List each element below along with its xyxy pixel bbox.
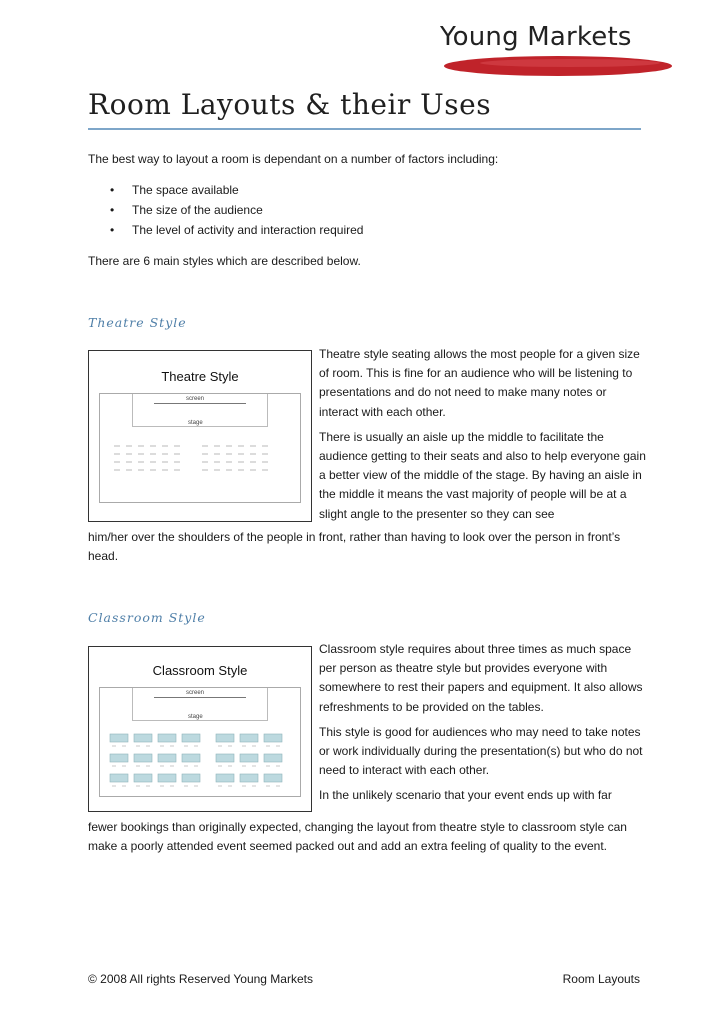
list-item: • The space available: [110, 180, 363, 200]
classroom-stage-label: stage: [188, 714, 203, 720]
theatre-figure: [88, 350, 312, 522]
classroom-screen-line: [154, 697, 246, 698]
intro-text: The best way to layout a room is dependant on a number of factors including:: [88, 152, 499, 166]
summary-text: There are 6 main styles which are described below.: [88, 254, 361, 268]
classroom-figure: [88, 646, 312, 812]
classroom-para-1: Classroom style requires about three times as much space per person as theatre style but provides everyone with somewhere to rest their papers and equipment. It also allows refreshments to be provided on the tables.: [319, 642, 643, 714]
theatre-stage-label: stage: [188, 420, 203, 426]
theatre-heading: Theatre Style: [88, 315, 187, 330]
theatre-para-1: Theatre style seating allows the most people for a given size of room. This is fine for an audience who will be listening to presentations and do not need to make many notes or interact with each other.: [319, 347, 640, 419]
theatre-seats: [100, 440, 300, 490]
footer-doc-title: Room Layouts: [562, 972, 640, 986]
classroom-tables: [100, 732, 300, 792]
theatre-para-2b: him/her over the shoulders of the people in front, rather than having to look over the person in front’s head.: [88, 530, 621, 564]
theatre-figure-title: Theatre Style: [161, 369, 239, 384]
classroom-para-3a: In the unlikely scenario that your event ends up with far: [319, 788, 612, 803]
bullet-icon: •: [110, 223, 115, 237]
logo-text: Young Markets: [440, 22, 632, 52]
logo-swoosh-icon: [440, 54, 672, 78]
classroom-para-2: This style is good for audiences who may need to take notes or work individually during the presentation(s) but who do not need to interact with each other.: [319, 724, 643, 778]
classroom-para-3b: fewer bookings than originally expected, changing the layout from theatre style to classroom style can make a poorly attended event seemed packed out and add an extra feeling of quality to the event.: [88, 820, 627, 854]
theatre-para-2a: There is usually an aisle up the middle to facilitate the audience getting to their seats and also to help everyone gain a better view of the middle of the stage. By having an aisle in the middle it means the vast majority of people will be at a slight angle to the presenter so they can see: [319, 429, 646, 521]
page-title: Room Layouts & their Uses: [88, 88, 492, 121]
theatre-room-outline: [99, 393, 301, 503]
classroom-figure-title: Classroom Style: [152, 663, 248, 678]
list-item: • The level of activity and interaction required: [110, 220, 363, 240]
theatre-screen-label: screen: [186, 396, 205, 402]
title-rule: [88, 128, 641, 130]
bullet-icon: •: [110, 203, 115, 217]
classroom-column-text: [319, 640, 649, 812]
classroom-room-outline: [99, 687, 301, 797]
seat-rows-left: [114, 446, 180, 470]
list-item: • The size of the audience: [110, 200, 363, 220]
classroom-screen-label: screen: [186, 690, 205, 696]
classroom-heading: Classroom Style: [88, 610, 206, 625]
theatre-column-text: [319, 345, 649, 530]
seat-rows-right: [202, 446, 268, 470]
factor-list: [110, 180, 363, 240]
bullet-icon: •: [110, 183, 115, 197]
theatre-screen-line: [154, 403, 246, 404]
footer-copyright: © 2008 All rights Reserved Young Markets: [88, 972, 313, 986]
